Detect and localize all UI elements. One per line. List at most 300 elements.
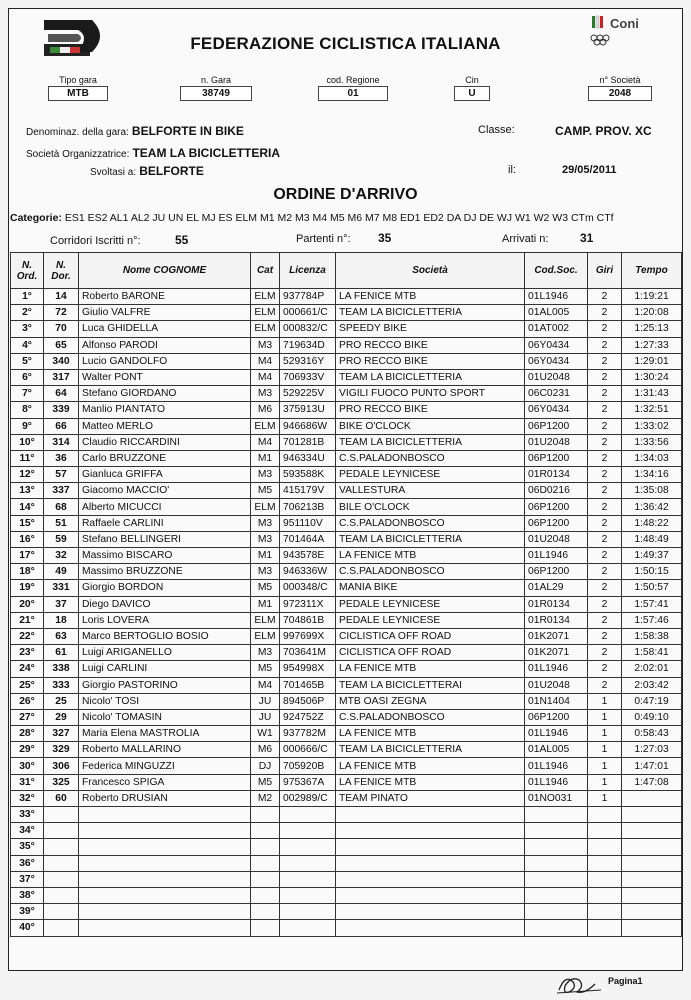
table-row [11,790,682,806]
nome-cell: Stefano BELLINGERI [79,531,251,547]
col-societa-header: Società [336,253,525,289]
dorsale-cell: 65 [44,337,79,353]
giri-cell: 2 [588,677,622,693]
ord-cell: 39° [11,904,44,920]
nome-cell: Manlio PIANTATO [79,402,251,418]
giri-cell: 2 [588,305,622,321]
cat-cell: M4 [251,369,280,385]
societa-cell: CICLISTICA OFF ROAD [336,628,525,644]
ord-cell: 16° [11,531,44,547]
cat-cell: DJ [251,758,280,774]
societa-cell [336,871,525,887]
table-row [11,871,682,887]
codsoc-cell: 01U2048 [525,677,588,693]
giri-cell: 2 [588,628,622,644]
dorsale-cell: 68 [44,499,79,515]
coni-label: Coni [610,16,639,31]
ord-cell: 22° [11,628,44,644]
dorsale-cell: 329 [44,742,79,758]
societa-cell: TEAM PINATO [336,790,525,806]
codsoc-cell [525,887,588,903]
nome-cell: Federica MINGUZZI [79,758,251,774]
giri-cell: 1 [588,693,622,709]
licenza-cell [280,871,336,887]
licenza-cell: 000832/C [280,321,336,337]
dorsale-cell [44,920,79,936]
ord-cell: 20° [11,596,44,612]
licenza-cell [280,823,336,839]
cat-cell: M6 [251,402,280,418]
nome-cell: Carlo BRUZZONE [79,450,251,466]
giri-cell: 2 [588,402,622,418]
giri-cell: 2 [588,645,622,661]
ord-cell: 4° [11,337,44,353]
licenza-cell: 954998X [280,661,336,677]
col-dor-header-line2: Dor. [51,270,71,282]
table-row [11,693,682,709]
col-giri-header: Giri [588,253,622,289]
nome-cell: Walter PONT [79,369,251,385]
codsoc-cell: 06P1200 [525,450,588,466]
nome-cell [79,871,251,887]
societa-cell: SPEEDY BIKE [336,321,525,337]
cat-cell: M4 [251,677,280,693]
table-row [11,369,682,385]
dorsale-cell: 61 [44,645,79,661]
licenza-cell [280,887,336,903]
table-row [11,823,682,839]
societa-cell: PEDALE LEYNICESE [336,467,525,483]
nome-cell: Francesco SPIGA [79,774,251,790]
nome-cell: Diego DAVICO [79,596,251,612]
table-row [11,305,682,321]
ord-cell: 23° [11,645,44,661]
codsoc-cell: 01L1946 [525,661,588,677]
societa-cell: C.S.PALADONBOSCO [336,709,525,725]
tempo-cell: 1:36:42 [622,499,682,515]
ord-cell: 14° [11,499,44,515]
societa-cell: TEAM LA BICICLETTERIA [336,369,525,385]
tempo-cell [622,871,682,887]
cat-cell: JU [251,709,280,725]
table-row [11,839,682,855]
licenza-cell: 529225V [280,386,336,402]
cat-cell: W1 [251,726,280,742]
table-row [11,483,682,499]
tempo-cell: 1:33:56 [622,434,682,450]
societa-cell [336,855,525,871]
codsoc-cell: 01R0134 [525,612,588,628]
cat-cell: M3 [251,531,280,547]
licenza-cell [280,807,336,823]
cat-cell: M4 [251,434,280,450]
ord-cell: 24° [11,661,44,677]
n-gara-field [180,75,252,101]
giri-cell [588,887,622,903]
table-row [11,353,682,369]
cat-cell: M6 [251,742,280,758]
codsoc-cell [525,904,588,920]
giri-cell: 2 [588,321,622,337]
tempo-cell [622,807,682,823]
cat-cell [251,839,280,855]
page-number: Pagina1 [608,976,643,986]
licenza-cell: 894506P [280,693,336,709]
licenza-cell: 000348/C [280,580,336,596]
col-cat-header: Cat [251,253,280,289]
licenza-cell: 706933V [280,369,336,385]
nome-cell: Claudio RICCARDINI [79,434,251,450]
cat-cell [251,871,280,887]
giri-cell: 2 [588,337,622,353]
societa-label: Società Organizzatrice: [26,149,130,160]
cat-cell: ELM [251,628,280,644]
societa-cell: LA FENICE MTB [336,661,525,677]
ord-cell: 37° [11,871,44,887]
nome-cell: Alfonso PARODI [79,337,251,353]
dorsale-cell: 340 [44,353,79,369]
giri-cell: 2 [588,596,622,612]
ord-cell: 33° [11,807,44,823]
codsoc-cell: 01L1946 [525,774,588,790]
licenza-cell [280,920,336,936]
categorie-value: ES1 ES2 AL1 AL2 JU UN EL MJ ES ELM M1 M2 M3 M4 M5 M6 M7 M8 ED1 ED2 DA DJ DE WJ W1 W2 W3 CTm CTf [64,212,614,224]
ord-cell: 32° [11,790,44,806]
cat-cell: M3 [251,515,280,531]
societa-cell: LA FENICE MTB [336,758,525,774]
giri-cell: 2 [588,531,622,547]
codsoc-cell: 01AL005 [525,742,588,758]
cat-cell: M4 [251,353,280,369]
licenza-cell: 943578E [280,548,336,564]
nome-cell: Lucio GANDOLFO [79,353,251,369]
licenza-cell: 701465B [280,677,336,693]
tipo-gara-label: Tipo gara [59,75,97,85]
dorsale-cell: 18 [44,612,79,628]
dorsale-cell: 337 [44,483,79,499]
societa-cell: PRO RECCO BIKE [336,337,525,353]
giri-cell [588,807,622,823]
giri-cell: 1 [588,790,622,806]
partenti-value: 35 [378,231,392,245]
nome-cell [79,823,251,839]
ord-cell: 30° [11,758,44,774]
cat-cell: M3 [251,467,280,483]
ord-cell: 18° [11,564,44,580]
ord-cell: 7° [11,386,44,402]
signature [555,972,605,996]
giri-cell: 2 [588,289,622,305]
cod-regione-label: cod. Regione [326,75,380,85]
licenza-cell: 000661/C [280,305,336,321]
giri-cell: 2 [588,353,622,369]
licenza-cell: 375913U [280,402,336,418]
table-row [11,677,682,693]
dorsale-cell: 36 [44,450,79,466]
societa-cell: MANIA BIKE [336,580,525,596]
giri-cell: 2 [588,564,622,580]
licenza-cell: 975367A [280,774,336,790]
giri-cell: 1 [588,758,622,774]
n-gara-label: n. Gara [200,75,231,85]
tempo-cell [622,790,682,806]
codsoc-cell: 06P1200 [525,709,588,725]
dorsale-cell [44,807,79,823]
col-codsoc-header: Cod.Soc. [525,253,588,289]
nome-cell [79,920,251,936]
tempo-cell: 1:29:01 [622,353,682,369]
cat-cell [251,904,280,920]
denominazione-value: BELFORTE IN BIKE [131,124,244,138]
cat-cell: M5 [251,580,280,596]
licenza-cell: 415179V [280,483,336,499]
tipo-gara-field [48,75,108,101]
societa-cell: VALLESTURA [336,483,525,499]
cin-label: Cin [465,75,479,85]
licenza-cell: 706213B [280,499,336,515]
codsoc-cell: 01K2071 [525,645,588,661]
societa-cell: MTB OASI ZEGNA [336,693,525,709]
societa-cell: TEAM LA BICICLETTERIA [336,434,525,450]
ord-cell: 8° [11,402,44,418]
licenza-cell: 593588K [280,467,336,483]
table-row [11,580,682,596]
ord-cell: 19° [11,580,44,596]
giri-cell [588,823,622,839]
tempo-cell: 0:58:43 [622,726,682,742]
codsoc-cell: 01AT002 [525,321,588,337]
societa-value: TEAM LA BICICLETTERIA [132,146,280,160]
licenza-cell [280,839,336,855]
table-header-row [11,253,682,289]
cat-cell [251,920,280,936]
n-gara-value: 38749 [180,86,252,101]
table-row [11,661,682,677]
codsoc-cell: 01U2048 [525,531,588,547]
table-row [11,386,682,402]
cat-cell: M1 [251,450,280,466]
table-row [11,612,682,628]
codsoc-cell: 06P1200 [525,515,588,531]
nome-cell [79,839,251,855]
licenza-cell: 719634D [280,337,336,353]
giri-cell: 2 [588,418,622,434]
table-row [11,855,682,871]
codsoc-cell: 06Y0434 [525,402,588,418]
giri-cell: 1 [588,726,622,742]
tempo-cell [622,920,682,936]
ord-cell: 34° [11,823,44,839]
nome-cell: Luigi CARLINI [79,661,251,677]
tempo-cell: 1:30:24 [622,369,682,385]
licenza-cell [280,904,336,920]
codsoc-cell [525,920,588,936]
cat-cell: ELM [251,289,280,305]
licenza-cell: 946334U [280,450,336,466]
giri-cell: 2 [588,612,622,628]
cat-cell: ELM [251,499,280,515]
cod-regione-field [318,75,388,101]
tempo-cell: 1:58:41 [622,645,682,661]
codsoc-cell: 06Y0434 [525,353,588,369]
table-row [11,467,682,483]
giri-cell: 2 [588,434,622,450]
tempo-cell: 2:03:42 [622,677,682,693]
dorsale-cell [44,823,79,839]
cod-regione-value: 01 [318,86,388,101]
dorsale-cell: 327 [44,726,79,742]
table-row [11,709,682,725]
licenza-cell: 946336W [280,564,336,580]
n-societa-value: 2048 [588,86,652,101]
tempo-cell [622,839,682,855]
codsoc-cell [525,839,588,855]
ord-cell: 28° [11,726,44,742]
tempo-cell: 1:27:03 [622,742,682,758]
nome-cell: Giulio VALFRE [79,305,251,321]
nome-cell: Raffaele CARLINI [79,515,251,531]
licenza-cell: 997699X [280,628,336,644]
societa-cell [336,904,525,920]
nome-cell: Giorgio BORDON [79,580,251,596]
nome-cell: Roberto MALLARINO [79,742,251,758]
ord-cell: 6° [11,369,44,385]
col-tempo-header: Tempo [622,253,682,289]
ord-cell: 10° [11,434,44,450]
giri-cell: 2 [588,483,622,499]
societa-cell: CICLISTICA OFF ROAD [336,645,525,661]
arrivati-label: Arrivati n: [502,233,549,245]
tempo-cell: 1:58:38 [622,628,682,644]
cat-cell: M5 [251,661,280,677]
giri-cell: 2 [588,515,622,531]
licenza-cell: 937782M [280,726,336,742]
dorsale-cell: 66 [44,418,79,434]
tempo-cell: 1:50:15 [622,564,682,580]
codsoc-cell: 01L1946 [525,548,588,564]
giri-cell [588,839,622,855]
licenza-cell: 951110V [280,515,336,531]
tempo-cell: 0:47:19 [622,693,682,709]
ord-cell: 2° [11,305,44,321]
cat-cell: M3 [251,564,280,580]
dorsale-cell: 51 [44,515,79,531]
codsoc-cell: 01AL005 [525,305,588,321]
cat-cell: JU [251,693,280,709]
tempo-cell: 1:57:41 [622,596,682,612]
tempo-cell: 1:48:22 [622,515,682,531]
licenza-cell: 703641M [280,645,336,661]
col-licenza-header: Licenza [280,253,336,289]
table-row [11,628,682,644]
nome-cell: Massimo BRUZZONE [79,564,251,580]
tempo-cell: 1:20:08 [622,305,682,321]
tempo-cell: 1:48:49 [622,531,682,547]
giri-cell: 2 [588,661,622,677]
cat-cell: ELM [251,305,280,321]
table-row [11,596,682,612]
col-ord-header [11,253,44,289]
n-societa-label: n° Società [599,75,641,85]
nome-cell [79,855,251,871]
col-ord-header-line2: Ord. [16,270,38,282]
nome-cell: Luca GHIDELLA [79,321,251,337]
dorsale-cell: 37 [44,596,79,612]
dorsale-cell: 339 [44,402,79,418]
societa-cell: PEDALE LEYNICESE [336,596,525,612]
licenza-cell: 529316Y [280,353,336,369]
cat-cell: M3 [251,337,280,353]
table-row [11,531,682,547]
tempo-cell: 1:31:43 [622,386,682,402]
nome-cell: Loris LOVERA [79,612,251,628]
dorsale-cell: 331 [44,580,79,596]
societa-cell: LA FENICE MTB [336,289,525,305]
dorsale-cell [44,887,79,903]
dorsale-cell: 14 [44,289,79,305]
codsoc-cell: 06D0216 [525,483,588,499]
col-dor-header [44,253,79,289]
licenza-cell: 924752Z [280,709,336,725]
codsoc-cell: 01U2048 [525,434,588,450]
nome-cell: Massimo BISCARO [79,548,251,564]
table-row [11,920,682,936]
table-row [11,742,682,758]
arrivati-value: 31 [580,231,594,245]
societa-cell: PRO RECCO BIKE [336,353,525,369]
giri-cell: 1 [588,709,622,725]
codsoc-cell: 01U2048 [525,369,588,385]
societa-cell: TEAM LA BICICLETTERIA [336,742,525,758]
codsoc-cell: 01L1946 [525,758,588,774]
dorsale-cell: 306 [44,758,79,774]
cat-cell: M3 [251,645,280,661]
giri-cell: 2 [588,450,622,466]
dorsale-cell: 64 [44,386,79,402]
societa-cell: TEAM LA BICICLETTERIA [336,531,525,547]
dorsale-cell: 60 [44,790,79,806]
dorsale-cell: 338 [44,661,79,677]
nome-cell [79,807,251,823]
licenza-cell: 002989/C [280,790,336,806]
societa-cell: PRO RECCO BIKE [336,402,525,418]
tempo-cell: 1:34:03 [622,450,682,466]
cat-cell [251,887,280,903]
licenza-cell: 704861B [280,612,336,628]
tempo-cell: 1:47:01 [622,758,682,774]
categorie-label: Categorie: [10,212,62,224]
tipo-gara-value: MTB [48,86,108,101]
licenza-cell: 705920B [280,758,336,774]
denominazione-row [26,124,244,138]
societa-cell: LA FENICE MTB [336,774,525,790]
table-row [11,418,682,434]
giri-cell: 2 [588,580,622,596]
dorsale-cell: 333 [44,677,79,693]
col-nome-header: Nome COGNOME [79,253,251,289]
giri-cell: 2 [588,499,622,515]
nome-cell: Matteo MERLO [79,418,251,434]
societa-cell: TEAM LA BICICLETTERIA [336,305,525,321]
societa-cell [336,823,525,839]
dorsale-cell: 317 [44,369,79,385]
nome-cell: Stefano GIORDANO [79,386,251,402]
codsoc-cell: 01NO031 [525,790,588,806]
dorsale-cell: 59 [44,531,79,547]
iscritti-value: 55 [175,233,189,247]
codsoc-cell [525,855,588,871]
licenza-cell: 701281B [280,434,336,450]
